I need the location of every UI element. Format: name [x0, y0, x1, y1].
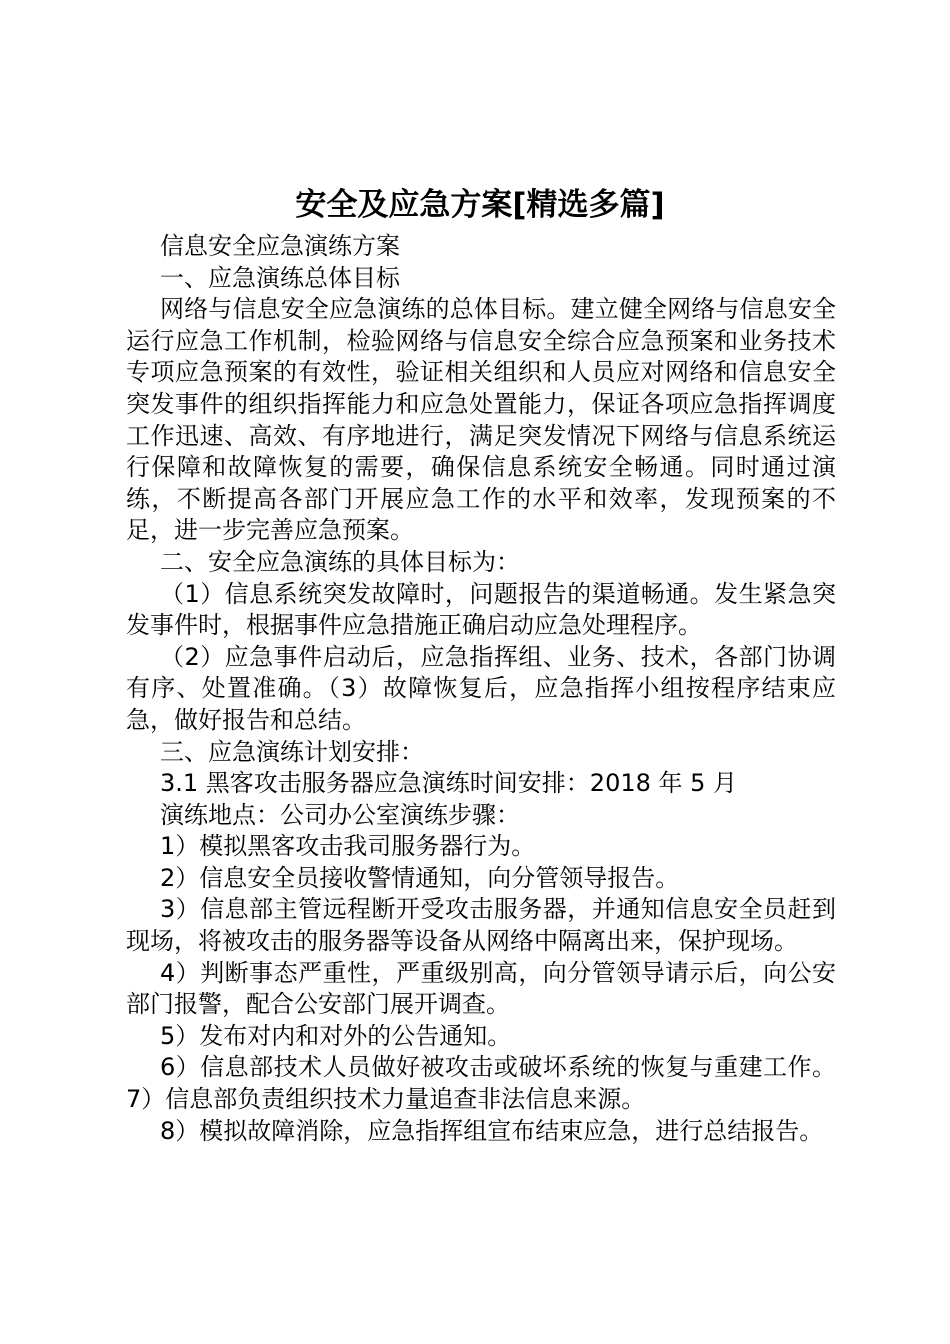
list-item-step-3: 3）信息部主管远程断开受攻击服务器，并通知信息安全员赶到现场，将被攻击的服务器等设备从网络中隔离出来，保护现场。 — [126, 895, 836, 956]
list-item-step-4: 4）判断事态严重性，严重级别高，向分管领导请示后，向公安部门报警，配合公安部门展开调查。 — [126, 958, 836, 1019]
list-item-step-5: 5）发布对内和对外的公告通知。 — [160, 1021, 512, 1050]
document-title: 安全及应急方案[精选多篇] — [295, 187, 665, 223]
section-heading-drill-schedule: 三、应急演练计划安排： — [160, 737, 424, 766]
paragraph-goal-2-3: （2）应急事件启动后，应急指挥组、业务、技术，各部门协调有序、处置准确。（3）故障恢复后，应急指挥小组按程序结束应急，做好报告和总结。 — [126, 642, 836, 734]
list-item-step-1: 1）模拟黑客攻击我司服务器行为。 — [160, 832, 536, 861]
section-heading-overall-goal: 一、应急演练总体目标 — [160, 263, 400, 292]
paragraph-goal-1: （1）信息系统突发故障时，问题报告的渠道畅通。发生紧急突发事件时，根据事件应急措施正确启动应急处理程序。 — [126, 579, 836, 640]
paragraph-drill-location: 演练地点：公司办公室演练步骤： — [160, 800, 520, 829]
list-item-step-2: 2）信息安全员接收警情通知，向分管领导报告。 — [160, 863, 680, 892]
paragraph-overall-goal: 网络与信息安全应急演练的总体目标。建立健全网络与信息安全运行应急工作机制，检验网络与信息安全综合应急预案和业务技术专项应急预案的有效性，验证相关组织和人员应对网络和信息安全突发事件的组织指挥能力和应急处置能力，保证各项应急指挥调度工作迅速、高效、有序地进行，满足突发情况下网络与信息系统运行保障和故障恢复的需要，确保信息系统安全畅通。同时通过演练，不断提高各部门开展应急工作的水平和效率，发现预案的不足，进一步完善应急预案。 — [126, 295, 836, 545]
list-item-step-8: 8）模拟故障消除，应急指挥组宣布结束应急，进行总结报告。 — [160, 1116, 824, 1145]
list-item-step-6-7: 6）信息部技术人员做好被攻击或破坏系统的恢复与重建工作。7）信息部负责组织技术力量追查非法信息来源。 — [126, 1053, 836, 1114]
section-heading-specific-goals: 二、安全应急演练的具体目标为： — [160, 547, 520, 576]
document-body — [126, 231, 836, 1147]
paragraph-drill-time: 3.1 黑客攻击服务器应急演练时间安排：2018 年 5 月 — [160, 769, 738, 798]
heading-drill-plan: 信息安全应急演练方案 — [160, 232, 400, 260]
